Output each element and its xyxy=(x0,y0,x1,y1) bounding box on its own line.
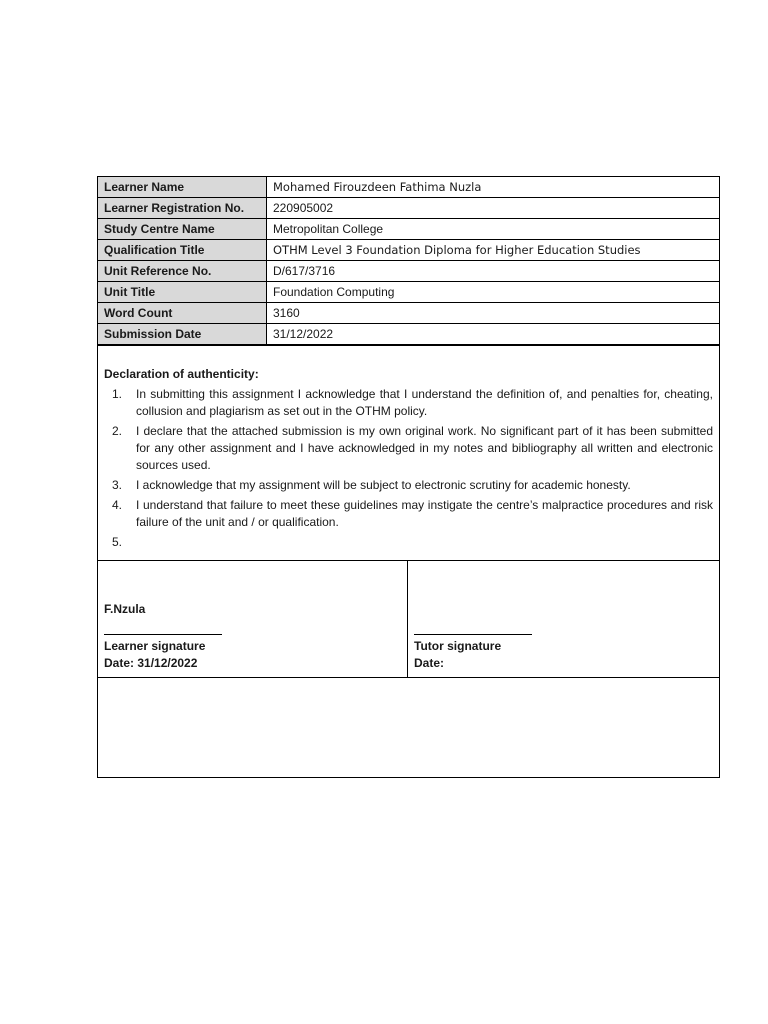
list-item-text: I understand that failure to meet these guidelines may instigate the centre’s malpractice procedures and risk failure of the unit and / or qualification. xyxy=(136,498,713,529)
submission-date-label: Submission Date xyxy=(98,324,267,345)
table-row xyxy=(98,282,719,303)
study-centre-value: Metropolitan College xyxy=(267,219,720,240)
tutor-signature-name xyxy=(414,601,713,618)
table-row xyxy=(98,303,719,324)
learner-signature-name: F.Nzula xyxy=(104,602,146,616)
list-item xyxy=(104,534,713,551)
learner-info-table xyxy=(98,177,719,345)
qualification-title-label: Qualification Title xyxy=(98,240,267,261)
word-count-value: 3160 xyxy=(267,303,720,324)
learner-signature-line xyxy=(104,624,222,635)
list-item-text: I acknowledge that my assignment will be subject to electronic scrutiny for academic honesty. xyxy=(136,478,631,492)
unit-reference-value: D/617/3716 xyxy=(267,261,720,282)
learner-signature-cell xyxy=(98,561,408,677)
table-row xyxy=(98,198,719,219)
unit-title-label: Unit Title xyxy=(98,282,267,303)
registration-no-value: 220905002 xyxy=(267,198,720,219)
word-count-label: Word Count xyxy=(98,303,267,324)
list-item xyxy=(104,423,713,474)
unit-reference-label: Unit Reference No. xyxy=(98,261,267,282)
list-item-number: 1. xyxy=(112,387,123,401)
list-item xyxy=(104,386,713,420)
list-item-number: 4. xyxy=(112,498,123,512)
list-item-number: 5. xyxy=(112,535,123,549)
learner-name-label: Learner Name xyxy=(98,177,267,198)
table-row xyxy=(98,219,719,240)
list-item-text: In submitting this assignment I acknowledge that I understand the definition of, and penalties for, cheating, collusion and plagiarism as set out in the OTHM policy. xyxy=(136,387,713,418)
declaration-heading: Declaration of authenticity: xyxy=(104,367,259,381)
tutor-signature-label: Tutor signature xyxy=(414,639,502,653)
qualification-title-value: OTHM Level 3 Foundation Diploma for Higher Education Studies xyxy=(267,240,720,261)
submission-date-value: 31/12/2022 xyxy=(267,324,720,345)
tutor-signature-date: Date: xyxy=(414,656,445,670)
learner-signature-date: Date: 31/12/2022 xyxy=(104,656,198,670)
table-row xyxy=(98,240,719,261)
list-item xyxy=(104,477,713,494)
blank-comment-area xyxy=(98,677,719,777)
table-row xyxy=(98,177,719,198)
learner-name-value: Mohamed Firouzdeen Fathima Nuzla xyxy=(267,177,720,198)
list-item xyxy=(104,497,713,531)
list-item-text: I declare that the attached submission is my own original work. No significant part of it has been submitted for any other assignment and I have acknowledged in my notes and bibliography all written and electronic sources used. xyxy=(136,424,713,472)
list-item-number: 3. xyxy=(112,478,123,492)
registration-no-label: Learner Registration No. xyxy=(98,198,267,219)
tutor-signature-line xyxy=(414,624,532,635)
cover-sheet-form xyxy=(97,176,720,778)
tutor-signature-cell xyxy=(408,561,719,677)
unit-title-value: Foundation Computing xyxy=(267,282,720,303)
study-centre-label: Study Centre Name xyxy=(98,219,267,240)
table-row xyxy=(98,324,719,345)
declaration-list xyxy=(104,386,713,551)
table-row xyxy=(98,261,719,282)
learner-signature-label: Learner signature xyxy=(104,639,206,653)
signature-section xyxy=(98,560,719,677)
list-item-number: 2. xyxy=(112,424,123,438)
declaration-section xyxy=(98,345,719,560)
